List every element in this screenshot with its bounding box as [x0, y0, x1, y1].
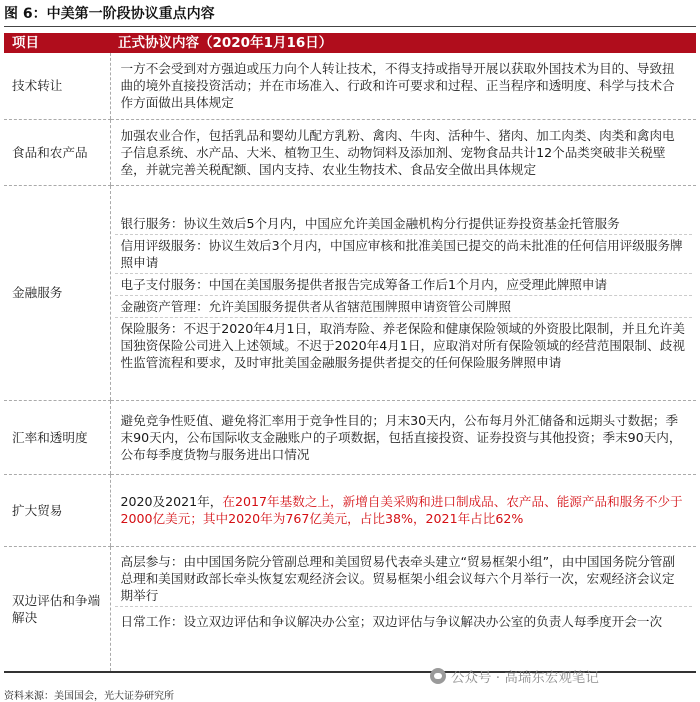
row-category: 金融服务	[4, 185, 110, 400]
figure-title: 图 6：中美第一阶段协议重点内容	[4, 6, 215, 22]
table-row	[4, 185, 696, 400]
content-item: 保险服务：不迟于2020年4月1日，取消寿险、养老保险和健康保险领域的外资股比限制，并且允许美国独资保险公司进入上述领域。不迟于2020年4月1日，应取消对所有保险领域的经营范围限制、歧视性监管流程和要求，及时审批美国金融服务提供者提交的任何保险服务牌照申请	[120, 320, 685, 370]
header-item: 项目	[4, 33, 110, 53]
row-category: 扩大贸易	[4, 474, 110, 546]
row-category: 技术转让	[4, 53, 110, 119]
row-content	[110, 119, 696, 185]
watermark-text: 公众号 · 高瑞东宏观笔记	[451, 670, 599, 686]
content-item: 高层参与：由中国国务院分管副总理和美国贸易代表牵头建立“贸易框架小组”，由中国国务院分管副总理和美国财政部长牵头恢复宏观经济会议。贸易框架小组会议每六个月举行一次，宏观经济会议定期举行	[115, 547, 693, 607]
content-item: 加强农业合作，包括乳品和婴幼儿配方乳粉、禽肉、牛肉、活种牛、猪肉、加工肉类、肉类和禽肉电子信息系统、水产品、大米、植物卫生、动物饲料及添加剂、宠物食品共计12个品类突破非关税壁垒，并就完善关税配额、国内支持、农业生物技术、食品安全做出具体规定	[120, 127, 675, 177]
content-item: 电子支付服务：中国在美国服务提供者报告完成筹备工作后1个月内，应受理此牌照申请	[115, 274, 693, 296]
row-category: 双边评估和争端解决	[4, 546, 110, 672]
source-note: 资料来源：美国国会，光大证券研究所	[4, 691, 174, 702]
content-item: 避免竞争性贬值、避免将汇率用于竞争性目的；月末30天内，公布每月外汇储备和远期头寸数据；季末90天内，公布国际收支金融账户的子项数据，包括直接投资、证券投资与其他投资；季末90天内，公布每季度货物与服务进出口情况	[120, 412, 682, 462]
row-content	[110, 400, 696, 474]
content-item: 银行服务：协议生效后5个月内，中国应允许美国金融机构分行提供证券投资基金托管服务	[115, 213, 693, 235]
trade-highlight: 在2017年基数之上，新增自美采购和进口制成品、农产品、能源产品和服务不少于2000亿美元；其中2020年为767亿美元，占比38%，2021年占比62%	[120, 494, 683, 526]
table-row	[4, 400, 696, 474]
table-header-row	[4, 33, 696, 53]
table-row	[4, 119, 696, 185]
table-row	[4, 474, 696, 546]
wechat-icon	[430, 668, 446, 684]
trade-text: 2020及2021年，	[120, 494, 223, 509]
row-content	[110, 53, 696, 119]
row-content	[110, 185, 696, 400]
content-item: 日常工作：设立双边评估和争议解决办公室；双边评估与争议解决办公室的负责人每季度开会一次	[120, 613, 663, 629]
row-content	[110, 474, 696, 546]
row-content	[110, 546, 696, 672]
title-divider	[4, 26, 696, 27]
content-item	[115, 491, 693, 529]
content-item: 金融资产管理：允许美国服务提供者从省辖范围牌照申请资管公司牌照	[115, 296, 693, 318]
header-content: 正式协议内容（2020年1月16日）	[110, 33, 696, 53]
table-row	[4, 53, 696, 119]
table-row	[4, 546, 696, 672]
row-category: 食品和农产品	[4, 119, 110, 185]
content-item: 一方不会受到对方强迫或压力向个人转让技术，不得支持或指导开展以获取外国技术为目的、导致扭曲的境外直接投资活动；并在市场准入、行政和许可要求和过程、正当程序和透明度、科学与技术合作方面做出具体规定	[120, 61, 675, 111]
agreement-table	[4, 33, 696, 673]
row-category: 汇率和透明度	[4, 400, 110, 474]
watermark	[430, 666, 599, 686]
content-item: 信用评级服务：协议生效后3个月内，中国应审核和批准美国已提交的尚未批准的任何信用评级服务牌照申请	[115, 235, 693, 274]
